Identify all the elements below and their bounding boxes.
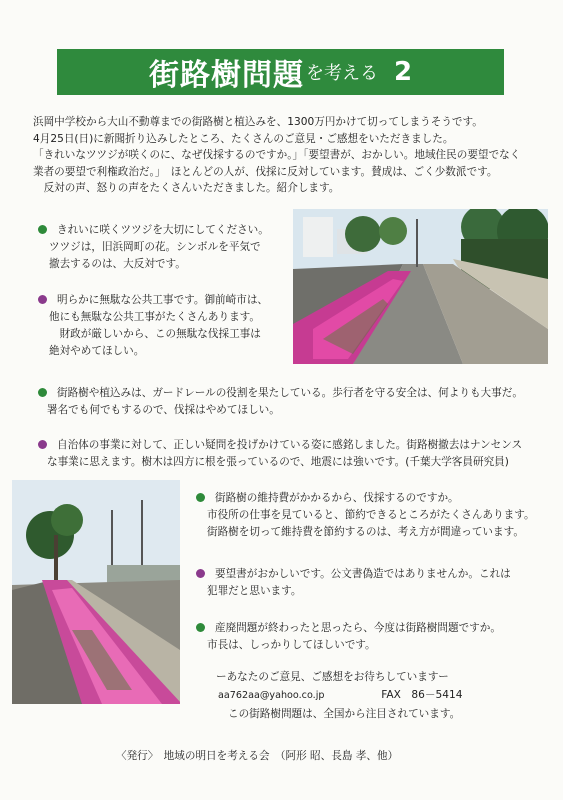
opinion-item — [38, 292, 268, 360]
opinion-line: 犯罪だと思います。 — [207, 585, 302, 597]
opinion-item — [38, 222, 269, 273]
green-bullet-icon — [38, 388, 47, 397]
fax-number: FAX 86－5414 — [381, 689, 463, 701]
purple-bullet-icon — [196, 569, 205, 578]
street-azalea-photo — [293, 209, 548, 364]
opinion-line: 産廃問題が終わったと思ったら、今度は街路樹問題ですか。 — [215, 622, 501, 634]
title-banner — [57, 49, 504, 95]
invite-text: ーあなたのご意見、ご感想をお待ちしていますー — [216, 671, 449, 683]
opinion-item — [38, 437, 522, 471]
email-address: aa762aa@yahoo.co.jp — [218, 690, 325, 701]
title-main: 街路樹問題 — [148, 58, 304, 93]
title-number: 2 — [393, 57, 413, 87]
opinion-line: ツツジは，旧浜岡町の花。シンボルを平気で — [49, 241, 261, 253]
opinion-line: 市役所の仕事を見ていると、節約できるところがたくさんあります。 — [207, 509, 535, 521]
opinion-line: 市長は、しっかりしてほしいです。 — [207, 639, 376, 651]
opinion-line: きれいに咲くツツジを大切にしてください。 — [57, 224, 269, 236]
intro-line: 反対の声、怒りの声をたくさんいただきました。紹介します。 — [33, 182, 340, 194]
opinion-line: 街路樹や植込みは、ガードレールの役割を果たしている。歩行者を守る安全は、何よりも大事だ。 — [57, 387, 523, 399]
opinion-line: 明らかに無駄な公共工事です。御前崎市は、 — [57, 294, 269, 306]
opinion-line: 署名でも何でもするので、伐採はやめてほしい。 — [47, 404, 280, 416]
opinion-line: 街路樹の維持費がかかるから、伐採するのですか。 — [215, 492, 459, 504]
intro-line: 「きれいなツツジが咲くのに、なぜ伐採するのですか。」「要望書が、おかしい。地域住民の要望でなく — [33, 149, 521, 161]
opinion-line: 撤去するのは、大反対です。 — [49, 258, 186, 270]
opinion-line: 自治体の事業に対して、正しい疑問を投げかけている姿に感銘しました。街路樹撤去はナンセンス — [57, 439, 523, 451]
opinion-line: 要望書がおかしいです。公文書偽造ではありませんか。これは — [215, 568, 511, 580]
opinion-item — [196, 620, 501, 654]
purple-bullet-icon — [38, 440, 47, 449]
opinion-item — [38, 385, 523, 419]
opinion-line: 他にも無駄な公共工事がたくさんあります。 — [49, 311, 261, 323]
opinion-line: な事業に思えます。樹木は四方に根を張っているので、地震には強いです。(千葉大学客員研究員) — [47, 456, 509, 468]
intro-line: 4月25日(日)に新聞折り込みしたところ、たくさんのご意見・ご感想をいただきました。 — [33, 132, 454, 145]
sidewalk-azalea-photo — [12, 480, 180, 704]
title-sub: を考える — [305, 63, 378, 84]
intro-line: 浜岡中学校から大山不動尊までの街路樹と植込みを、1300万円かけて切ってしまうそうです。 — [33, 116, 483, 128]
green-bullet-icon — [38, 225, 47, 234]
intro-paragraph — [33, 114, 533, 197]
opinion-item — [196, 566, 511, 600]
opinion-line: 街路樹を切って維持費を節約するのは、考え方が間違っています。 — [207, 526, 524, 538]
opinion-item — [196, 490, 535, 541]
opinion-line: 財政が厳しいから、この無駄な伐採工事は — [49, 328, 261, 340]
green-bullet-icon — [196, 493, 205, 502]
green-bullet-icon — [196, 623, 205, 632]
intro-line: 業者の要望で利権政治だ。」 ほとんどの人が、伐採に反対しています。賛成は、ごく少数派です。 — [33, 165, 498, 178]
opinion-line: 絶対やめてほしい。 — [49, 345, 145, 357]
contact-block — [216, 668, 462, 723]
publisher-footer: 〈発行〉 地域の明日を考える会 （阿形 昭、長島 孝、他） — [116, 750, 399, 762]
purple-bullet-icon — [38, 295, 47, 304]
attention-text: この街路樹問題は、全国から注目されています。 — [228, 708, 461, 720]
